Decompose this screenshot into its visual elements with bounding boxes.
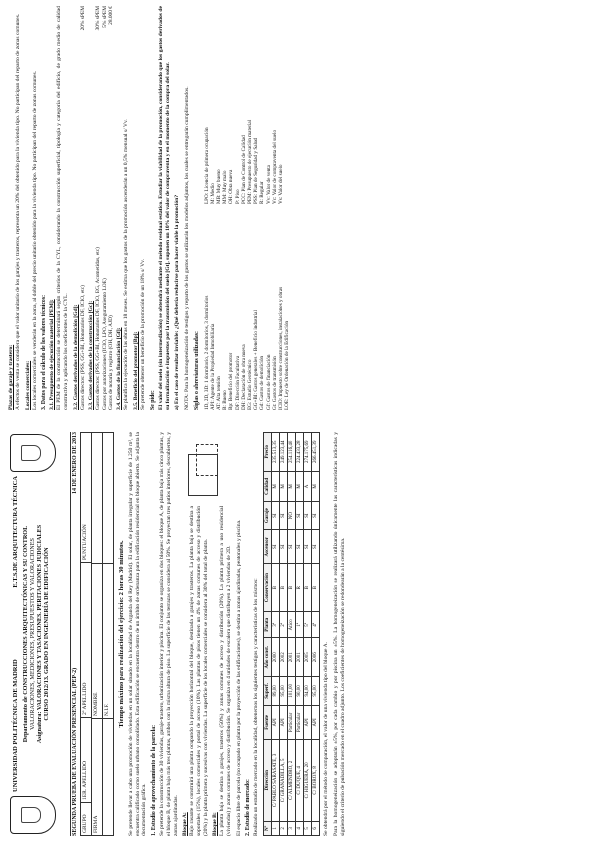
sigla-item: Bp: Beneficio del promotor <box>228 352 235 410</box>
market-table-cell: A <box>304 471 312 502</box>
question-2: a) En el caso de resultar inviable: ¿Qué debería reducirse para hacer viable la promoción? <box>174 194 181 410</box>
gc-value: 28.000 € <box>108 6 115 25</box>
school-crest-icon <box>10 434 56 472</box>
site-sketch <box>182 432 224 502</box>
market-table-cell: SI <box>272 530 280 564</box>
sigla-item: OH: Obra nueva <box>228 169 235 204</box>
gc-row <box>108 6 114 410</box>
market-table <box>263 432 320 836</box>
market-table-cell: 266.451,39 <box>312 433 320 472</box>
market-table-body <box>272 433 320 836</box>
sigla-item: Gf: Gastos de financiación <box>265 354 272 410</box>
market-table-cell: 6 <box>312 821 320 835</box>
sigla-item: B: Bueno <box>222 390 229 410</box>
sigla-item: DF: Dirección Facultativa <box>234 355 241 410</box>
gc-label: Gastos por autorizaciones (ICIO, LPO, Aseguramiento LOE) <box>101 278 108 410</box>
time-limit: Tiempo máximo para realización del ejercicio: 2 horas 30 minutos. <box>118 540 125 728</box>
market-table-cell: C/ HIGUERA, 20 <box>304 739 312 821</box>
market-table-cell: API <box>312 705 320 739</box>
school-name: E.T.S.DE ARQUITECTURA TÉCNICA <box>12 476 19 588</box>
market-table-cell: M <box>280 471 288 502</box>
grupo-label: GRUPO <box>81 802 91 835</box>
market-table-cell: SI <box>304 530 312 564</box>
market-table-row <box>304 433 312 836</box>
firma-cell <box>103 718 113 835</box>
sigla-item: Vs: Valor del suelo <box>278 164 285 204</box>
exam-page-2 <box>6 6 594 410</box>
sigla-item: AT: Alta tensión <box>216 376 223 410</box>
market-table-cell: 2001 <box>296 638 304 676</box>
sigla-item: API: Agente de la Propiedad Inmobiliaria <box>209 323 216 410</box>
sigla-item: P: Piso <box>234 189 241 204</box>
market-table-cell: SI <box>272 502 280 530</box>
market-table-cell: 2005 <box>304 638 312 676</box>
gc-value: 30% sPEM <box>95 6 102 31</box>
market-table-cell: SI <box>296 502 304 530</box>
market-table-cell: 95,00 <box>312 676 320 705</box>
section-3-title: 3. Datos para el cálculo de los valores técnicos: <box>41 294 48 410</box>
market-table-header-cell: Planta <box>264 612 272 638</box>
market-table-cell: 1ª <box>296 612 304 638</box>
section-3-3-title: 3.3. Gastos derivados de la construcción [Gc]: <box>88 300 95 410</box>
university-crest-icon <box>10 796 56 834</box>
sigla-item: R: Regular <box>259 181 266 204</box>
market-table-cell: M <box>272 471 280 502</box>
area-name: VALORACIONES, MEDICIONES, PRESUPUESTOS Y VALORACIONES <box>29 538 36 730</box>
sigla-item: Gt: Gastos de transmisión <box>271 356 278 410</box>
market-note: Se obtendrá por el método de comparación, el valor de una vivienda tipo del bloque A. <box>323 641 330 836</box>
market-table-cell: Particular <box>288 705 296 739</box>
gd-row <box>80 6 86 410</box>
market-table-cell: M <box>288 471 296 502</box>
market-table-cell: SI <box>312 530 320 564</box>
header-center <box>22 492 50 776</box>
sigla-item: PSS: Plan de Seguridad y Salud <box>253 137 260 204</box>
siglas-right <box>204 6 291 204</box>
degree-name: CURSO 2012/13. GRADO EN INGENIERÍA DE EDIFICACIÓN <box>43 547 50 721</box>
subject-name: Asignatura: VALORACIONES Y TASACIONES. PERITACIONES JUDICIALES <box>36 524 43 744</box>
market-table-header-cell: Superf. <box>264 676 272 705</box>
market-table-header <box>264 433 272 836</box>
puntuacion-cell-2 <box>103 433 113 563</box>
market-table-cell: 274.175,69 <box>304 433 312 472</box>
section-2-title: 2. Estudio de mercado: <box>245 779 252 836</box>
market-table-cell: B <box>304 564 312 612</box>
market-table-cell: 101,00 <box>288 676 296 705</box>
nif-label: N.I.F. <box>103 563 113 718</box>
exam-header <box>6 432 66 836</box>
sigla-item: Gd: Gastos de demolición <box>259 355 266 410</box>
market-table-cell: Particular <box>296 705 304 739</box>
section-1-text: Se pretende la construcción de 30 viviendas, garaje-trastero, urbanización interior y piscina. El conjunto se organiza en dos bloques: el bloque A, de planta baja más cinco plantas, y el bloque B, de planta baja más tres plantas, ambos con la misma altura de piso. La superficie de las terrazas se considera al 50%. Se proyectan tres patios interiores, descubiertos, y zonas ajardinadas. <box>159 432 179 836</box>
intro-paragraph: Se pretende llevar a cabo una promoción de viviendas en un solar situado en la localidad de Arganda del Rey (Madrid). El solar, de planta irregular y superficie de 1.250 m², se encuentra calificado como suelo urbano consolidado. Esta edificación se encuentra dentro de un ámbito de ordenanza para la edificación residencial en bloque abierto. Se adjunta la documentación gráfica. <box>128 432 148 836</box>
market-table-cell: 249.123,44 <box>280 433 288 472</box>
retail-title: Locales comerciales: <box>24 360 31 410</box>
section-3-4-text: Se planifica la ejecución de las obras en 18 meses. Se estima que los gastos de la promoción ascenderán a un 0,5% mensual s/ Vv. <box>123 119 130 410</box>
garage-title: Plazas de garaje y trastero: <box>8 344 14 410</box>
apellido1-label: 1ER. APELLIDO <box>81 717 91 802</box>
market-table-cell: API <box>304 705 312 739</box>
sigla-item: 1D, 2D, 3D: 1 dormitorio, 2 dormitorios, 3 dormitorios <box>203 295 210 410</box>
university-name: UNIVERSIDAD POLITÉCNICA DE MADRID <box>12 659 19 792</box>
question-1: El valor del suelo (sin intermediación) se obtendrá mediante el método residual estático. Estudiar la viabilidad de la promoción, considerando que los gastos derivados de su formalización e impuestos por la transmisión del suelo [Gt], suponen un 10% del valor de compraventa y en el momento de la compra del solar. <box>157 6 171 410</box>
market-table-cell: 2000 <box>272 638 280 676</box>
section-1-title: 1. Estudio de aprovechamiento de la parcela: <box>151 724 158 836</box>
market-table-cell: 2 <box>280 821 288 835</box>
gd-value: 20% sPEM <box>79 6 86 31</box>
market-table-cell: 4ª <box>312 612 320 638</box>
market-table-header-cell: Calidad <box>264 471 272 502</box>
section-3-2-title: 3.2. Gastos derivados de la demolición [Gd]: <box>72 304 79 410</box>
market-table-cell: C/ DUQUE, 4 <box>296 739 304 821</box>
market-table-cell: API <box>272 705 280 739</box>
exam-page-1 <box>6 432 594 836</box>
market-table-cell: B <box>272 564 280 612</box>
market-table-cell: API <box>280 705 288 739</box>
id-row-3 <box>103 433 113 835</box>
firma-label: FIRMA <box>92 718 102 835</box>
block-a-text: Bajo rasante se construirá una planta ocupando la proyección horizontal del bloque, destinada a garajes y trasteros. La planta baja se destina a soportales (15%), locales comerciales y portal de acceso (10%). Las plantas de pisos tienen un 4% de zonas comunes de acceso y distribución (20%) y la planta primera y sucesivas con viviendas. La superficie de los locales comerciales se considera al 30% del total de planta. <box>189 506 209 836</box>
market-table-cell: 2001 <box>288 638 296 676</box>
section-3-5-title: 3.5. Beneficio del promotor [Bp]: <box>133 331 140 410</box>
market-table-cell: 2ª <box>280 612 288 638</box>
market-table-cell: SI <box>304 502 312 530</box>
sigla-item: PEM: Presupuesto de ejecución material <box>247 119 254 204</box>
market-table-header-cell: Ascensor <box>264 530 272 564</box>
market-table-cell: SI <box>296 530 304 564</box>
market-table-cell: 5 <box>304 821 312 835</box>
market-table-cell: NO <box>288 502 296 530</box>
market-table-header-cell: Año const. <box>264 638 272 676</box>
section-2-text: Realizado un estudio de mercado en la localidad, obtenemos los siguientes testigos y características de los mismos: <box>253 578 260 836</box>
id-row-2 <box>92 433 103 835</box>
nombre-label: NOMBRE <box>92 563 102 718</box>
market-table-header-cell: Precio <box>264 433 272 472</box>
market-table-cell: C/ ALMENDRO, 2 <box>288 739 296 821</box>
sigla-item: MM: Muy malo <box>222 170 229 204</box>
market-table-cell: 254.116,40 <box>288 433 296 472</box>
market-table-cell: SI <box>280 502 288 530</box>
market-table-cell: 4 <box>296 821 304 835</box>
gc-label: Gastos de notaría y registro (OH, DH, AJD) <box>108 315 115 410</box>
siglas-title: Siglas o abreviaturas utilizadas: <box>193 331 200 410</box>
block-b-outline <box>196 444 218 476</box>
market-table-row <box>312 433 320 836</box>
sigla-item: LPO: Licencia de primera ocupación <box>203 127 210 204</box>
market-table-cell: 1 <box>272 821 280 835</box>
section-3-1-title: 3.1. Presupuesto de ejecución material [PEM]: <box>49 299 56 410</box>
block-a-title: Bloque A: <box>182 812 189 836</box>
gc-value: 5% sPEM <box>101 6 108 28</box>
market-table-cell: R <box>296 564 304 612</box>
apellido2-label: 2º APELLIDO <box>81 562 91 717</box>
market-table-cell: 2002 <box>280 638 288 676</box>
market-table-header-cell: Dirección <box>264 739 272 821</box>
market-table-cell: B <box>288 564 296 612</box>
market-table-cell: Ático <box>288 612 296 638</box>
market-table-cell: B <box>280 564 288 612</box>
section-3-1-text: El PEM de la construcción se determinará según criterios de la CYL, considerando la construcción superficial, tipología y categoría del edificio, de grado medio de calidad constructiva y aplicando los coeficientes de la CYL. <box>56 6 70 410</box>
puntuacion-cell <box>92 433 102 563</box>
market-table-cell: 90,00 <box>296 676 304 705</box>
puntuacion-label: PUNTUACIÓN <box>82 524 88 560</box>
market-table-cell: 89,00 <box>272 676 280 705</box>
market-table-row <box>280 433 288 836</box>
sigla-item: ICIO: Impuesto sobre construcciones, instalaciones y obras <box>278 286 285 410</box>
market-table-row <box>288 433 296 836</box>
sigla-item: Vc: Valor de compraventa del suelo <box>271 129 278 204</box>
market-table-cell: 224.433,28 <box>296 433 304 472</box>
garage-text: A efectos de venta se considera que el valor unitario de los garajes y trasteros, representa un 20% del obtenido para la vivienda tipo. No participan del reparto de zonas comunes. <box>15 13 21 410</box>
siglas-left <box>204 212 291 410</box>
market-table-cell: C/ GRANADILLA, 5 <box>280 739 288 821</box>
exam-title: SEGUNDA PRUEBA DE EVALUACIÓN PRESENCIAL (PEP-2) <box>72 667 78 836</box>
exam-date: 14 DE ENERO DE 2013 <box>72 432 78 495</box>
sigla-item: DH: Declaración de obra nueva <box>240 344 247 410</box>
sigla-item: MB: Muy bueno <box>216 169 223 204</box>
market-table-cell: M <box>296 471 304 502</box>
gc-list <box>95 6 114 410</box>
market-table-cell: M <box>312 471 320 502</box>
homogenization-note: Para la homogeneización se adoptarán ±5%, por cada cambio y por piscina un ±5%. La homogeneización se realizará utilizando únicamente las características indicadas y siguiendo el criterio de pulsación mercado en el cuadro adjunto. Los coeficientes de homogeneización se redondearán a la centésima. <box>332 432 346 836</box>
student-id-box <box>80 432 114 836</box>
nota-text: NOTA: Para la homogeneización de testigos y reparto de los gastos se utilizarán los modelos adjuntos, los cuales se entregarán cumplimentados. <box>183 86 190 410</box>
siglas-columns <box>202 6 293 410</box>
market-table-cell: 2006 <box>312 638 320 676</box>
market-table-cell: SI <box>288 530 296 564</box>
sigla-item: PCC: Plan de Control de Calidad <box>240 135 247 204</box>
market-table-cell: SI <box>312 502 320 530</box>
gc-label: Gastos directos: (PSS, GG+BI, Honorarios DF, ICIO, EG, Acometidas, etc) <box>95 247 102 410</box>
department-name: Departamento de CONSTRUCCIONES ARQUITECTÓNICAS Y SU CONTROL <box>22 525 29 743</box>
block-b-title: Bloque B: <box>212 812 219 836</box>
market-table-header-cell: Garaje <box>264 502 272 530</box>
market-table-row <box>272 433 280 836</box>
exam-caption <box>70 432 78 836</box>
block-b-text: La planta baja se destina a garajes, trasteros (50%) y zonas comunes de acceso y distribución (20%). La planta primera a uso residencial (viviendas) y zonas comunes de acceso y distribución. Se organiza en 4 unidades de escalera que distribuyen a 2 viviendas de 2D. <box>219 506 233 836</box>
section-3-5-text: Se pretende obtener un beneficio de la promoción de un 18% s/ Vv. <box>140 259 147 410</box>
market-table-header-cell: Fuente <box>264 705 272 739</box>
market-table-cell: 94,00 <box>304 676 312 705</box>
market-table-cell: C/ BOROX, 8 <box>312 739 320 821</box>
free-space-text: El espacio libre de parcela (no ocupado en planta por la proyección de las edificaciones), se destina a zonas ajardinadas, peatonales y piscina. <box>235 519 242 836</box>
market-table-cell: 235.513,35 <box>272 433 280 472</box>
market-table-cell: SI <box>280 530 288 564</box>
sigla-item: LOE: Ley de Ordenación de la Edificación <box>284 320 291 410</box>
market-table-cell: 95,00 <box>280 676 288 705</box>
sigla-item: M: Medio <box>209 183 216 204</box>
market-table-cell: 3 <box>288 821 296 835</box>
market-table-cell: 3ª <box>272 612 280 638</box>
sigla-item: EG: Estudio Geotécnico <box>247 359 254 410</box>
market-table-row <box>296 433 304 836</box>
retail-text: Los locales comerciales se venderán en la zona, al doble del precio unitario obtenido para la vivienda tipo. No participan del reparto de zonas comunes. <box>31 70 38 410</box>
market-table-cell: C/ PABLO SARASATE, 3 <box>272 739 280 821</box>
gd-label: Gastos directos: (PSS, GG+BI, Honorarios DF, ICIO, etc) <box>79 285 86 410</box>
market-table-cell: 5ª <box>304 612 312 638</box>
market-table-header-cell: Nº <box>264 821 272 835</box>
market-table-header-cell: Conservación <box>264 564 272 612</box>
market-table-cell: B <box>312 564 320 612</box>
id-row-1 <box>81 433 92 835</box>
sigla-item: GG+BI: Gastos generales + Beneficio industrial <box>253 310 260 410</box>
se-pide-title: Se pide: <box>149 390 156 410</box>
sigla-item: Vv: Valor de venta <box>265 165 272 204</box>
section-3-4-title: 3.4. Gastos de la financiación [Gf]: <box>116 327 123 410</box>
